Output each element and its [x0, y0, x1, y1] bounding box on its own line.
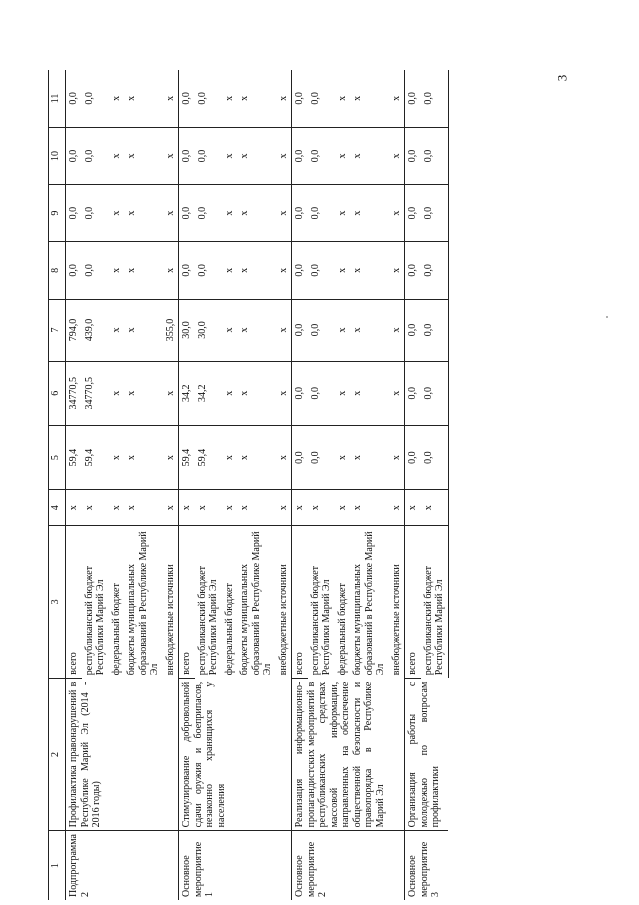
- value-cell-col-11: х: [335, 70, 351, 127]
- value-cell-col-10: х: [335, 127, 351, 184]
- value-cell-col-9: х: [109, 185, 125, 242]
- budget-table-sheet: [48, 70, 476, 900]
- value-cell-col-11: 0,0: [195, 70, 222, 127]
- program-code: Основное мероприятие 2: [292, 831, 405, 900]
- value-cell-col-4: х: [82, 490, 109, 526]
- value-cell-col-6: 34,2: [195, 361, 222, 425]
- value-cell-col-9: 0,0: [405, 185, 421, 242]
- value-cell-col-5: х: [276, 425, 292, 489]
- value-cell-col-10: 0,0: [421, 127, 449, 184]
- value-cell-col-8: х: [237, 242, 276, 299]
- value-cell-col-6: х: [163, 361, 179, 425]
- value-cell-col-10: х: [237, 127, 276, 184]
- program-code: Основное мероприятие 3: [405, 831, 449, 900]
- value-cell-col-9: 0,0: [308, 185, 335, 242]
- value-cell-col-7: 0,0: [308, 299, 335, 361]
- value-cell-col-5: х: [237, 425, 276, 489]
- value-cell-col-5: 59,4: [179, 425, 195, 489]
- table-body: [66, 70, 449, 900]
- value-cell-col-7: 439,0: [82, 299, 109, 361]
- value-cell-col-11: 0,0: [82, 70, 109, 127]
- value-cell-col-4: х: [405, 490, 421, 526]
- table-row: [66, 70, 82, 900]
- value-cell-col-10: 0,0: [195, 127, 222, 184]
- value-cell-col-9: х: [335, 185, 351, 242]
- value-cell-col-5: 0,0: [421, 425, 449, 489]
- budget-table: [48, 70, 449, 900]
- value-cell-col-7: 30,0: [179, 299, 195, 361]
- value-cell-col-10: х: [124, 127, 163, 184]
- value-cell-col-6: 0,0: [292, 361, 308, 425]
- value-cell-col-11: 0,0: [292, 70, 308, 127]
- program-name: Стимулирование добровольной сдачи оружия и боеприпасов, незаконно хранящихся у населения: [179, 678, 292, 831]
- funding-source: внебюджетные источники: [164, 564, 176, 676]
- value-cell-col-7: х: [389, 299, 405, 361]
- value-cell-col-6: 0,0: [308, 361, 335, 425]
- column-number-6: 6: [49, 361, 66, 425]
- value-cell-col-6: х: [335, 361, 351, 425]
- value-cell-col-11: х: [163, 70, 179, 127]
- value-cell-col-10: 0,0: [82, 127, 109, 184]
- value-cell-col-6: х: [276, 361, 292, 425]
- funding-source: бюджеты муниципальных образований в Республике Марий Эл: [126, 531, 160, 676]
- value-cell-col-11: 0,0: [308, 70, 335, 127]
- table-row: [405, 70, 421, 900]
- value-cell-col-11: 0,0: [179, 70, 195, 127]
- value-cell-col-7: х: [237, 299, 276, 361]
- value-cell-col-6: х: [389, 361, 405, 425]
- value-cell-col-4: х: [66, 490, 82, 526]
- value-cell-col-11: х: [350, 70, 389, 127]
- value-cell-col-6: 0,0: [421, 361, 449, 425]
- value-cell-col-5: 59,4: [66, 425, 82, 489]
- value-cell-col-8: х: [124, 242, 163, 299]
- value-cell-col-4: х: [237, 490, 276, 526]
- value-cell-col-11: 0,0: [405, 70, 421, 127]
- value-cell-col-5: 59,4: [195, 425, 222, 489]
- funding-source: федеральный бюджет: [336, 583, 348, 676]
- value-cell-col-11: х: [222, 70, 238, 127]
- value-cell-col-6: х: [222, 361, 238, 425]
- column-number-1: 1: [49, 831, 66, 900]
- value-cell-col-4: х: [308, 490, 335, 526]
- funding-source: бюджеты муниципальных образований в Республике Марий Эл: [352, 531, 386, 676]
- value-cell-col-11: х: [237, 70, 276, 127]
- value-cell-col-7: х: [335, 299, 351, 361]
- value-cell-col-10: 0,0: [179, 127, 195, 184]
- value-cell-col-6: 0,0: [405, 361, 421, 425]
- value-cell-col-7: х: [109, 299, 125, 361]
- column-number-5: 5: [49, 425, 66, 489]
- value-cell-col-5: 59,4: [82, 425, 109, 489]
- value-cell-col-7: 355,0: [163, 299, 179, 361]
- funding-source: федеральный бюджет: [110, 583, 122, 676]
- value-cell-col-9: 0,0: [195, 185, 222, 242]
- value-cell-col-4: х: [421, 490, 449, 526]
- column-number-3: 3: [49, 526, 66, 679]
- column-number-10: 10: [49, 127, 66, 184]
- funding-source: всего: [179, 526, 195, 679]
- value-cell-col-8: 0,0: [308, 242, 335, 299]
- column-number-8: 8: [49, 242, 66, 299]
- funding-source: всего: [405, 526, 421, 679]
- program-name: Реализация информационно-пропагандистских мероприятий в республиканских средствах массовой информации, направленных на обеспечение общественной безопасности и правопорядка в Республике Марий Эл: [292, 678, 405, 831]
- value-cell-col-8: х: [389, 242, 405, 299]
- value-cell-col-7: х: [124, 299, 163, 361]
- value-cell-col-9: х: [163, 185, 179, 242]
- value-cell-col-7: 794,0: [66, 299, 82, 361]
- value-cell-col-9: х: [222, 185, 238, 242]
- funding-source: бюджеты муниципальных образований в Республике Марий Эл: [239, 531, 273, 676]
- value-cell-col-5: х: [335, 425, 351, 489]
- program-code: Основное мероприятие 1: [179, 831, 292, 900]
- value-cell-col-5: 0,0: [308, 425, 335, 489]
- value-cell-col-9: х: [237, 185, 276, 242]
- value-cell-col-11: х: [109, 70, 125, 127]
- value-cell-col-11: 0,0: [66, 70, 82, 127]
- table-row: [179, 70, 195, 900]
- value-cell-col-5: 0,0: [292, 425, 308, 489]
- page-number: 3: [553, 74, 569, 82]
- value-cell-col-5: х: [163, 425, 179, 489]
- program-name: Профилактика правонарушений в Республике Марий Эл (2014 - 2016 годы): [66, 678, 179, 831]
- funding-source: внебюджетные источники: [390, 564, 402, 676]
- value-cell-col-10: 0,0: [308, 127, 335, 184]
- value-cell-col-4: х: [109, 490, 125, 526]
- value-cell-col-8: 0,0: [179, 242, 195, 299]
- value-cell-col-8: х: [109, 242, 125, 299]
- value-cell-col-5: х: [109, 425, 125, 489]
- value-cell-col-8: 0,0: [292, 242, 308, 299]
- value-cell-col-8: 0,0: [195, 242, 222, 299]
- value-cell-col-6: х: [124, 361, 163, 425]
- value-cell-col-10: х: [389, 127, 405, 184]
- value-cell-col-8: х: [335, 242, 351, 299]
- value-cell-col-9: 0,0: [179, 185, 195, 242]
- funding-source: всего: [292, 526, 308, 679]
- column-number-9: 9: [49, 185, 66, 242]
- value-cell-col-5: 0,0: [405, 425, 421, 489]
- value-cell-col-8: 0,0: [82, 242, 109, 299]
- value-cell-col-7: 0,0: [405, 299, 421, 361]
- value-cell-col-5: х: [124, 425, 163, 489]
- funding-source: республиканский бюджет Республики Марий Эл: [309, 565, 332, 676]
- value-cell-col-4: х: [163, 490, 179, 526]
- value-cell-col-11: х: [124, 70, 163, 127]
- program-code: Подпрограмма 2: [66, 831, 179, 900]
- value-cell-col-9: х: [389, 185, 405, 242]
- value-cell-col-10: х: [350, 127, 389, 184]
- column-number-row: [49, 70, 66, 900]
- value-cell-col-5: х: [350, 425, 389, 489]
- funding-source: республиканский бюджет Республики Марий Эл: [421, 526, 449, 679]
- value-cell-col-4: х: [179, 490, 195, 526]
- table-row: [292, 70, 308, 900]
- value-cell-col-8: х: [350, 242, 389, 299]
- value-cell-col-9: х: [124, 185, 163, 242]
- value-cell-col-10: 0,0: [66, 127, 82, 184]
- value-cell-col-7: х: [350, 299, 389, 361]
- value-cell-col-7: х: [222, 299, 238, 361]
- value-cell-col-4: х: [389, 490, 405, 526]
- value-cell-col-9: х: [350, 185, 389, 242]
- value-cell-col-10: х: [163, 127, 179, 184]
- column-number-2: 2: [49, 678, 66, 831]
- value-cell-col-10: х: [109, 127, 125, 184]
- value-cell-col-4: х: [276, 490, 292, 526]
- value-cell-col-4: х: [335, 490, 351, 526]
- value-cell-col-6: 34770,5: [66, 361, 82, 425]
- value-cell-col-8: 0,0: [421, 242, 449, 299]
- value-cell-col-11: 0,0: [421, 70, 449, 127]
- scan-speck: [606, 316, 608, 318]
- value-cell-col-4: х: [350, 490, 389, 526]
- value-cell-col-8: х: [163, 242, 179, 299]
- funding-source: федеральный бюджет: [223, 583, 235, 676]
- value-cell-col-10: 0,0: [405, 127, 421, 184]
- value-cell-col-8: 0,0: [405, 242, 421, 299]
- value-cell-col-9: х: [276, 185, 292, 242]
- value-cell-col-7: 0,0: [421, 299, 449, 361]
- value-cell-col-4: х: [222, 490, 238, 526]
- funding-source: республиканский бюджет Республики Марий Эл: [196, 565, 219, 676]
- value-cell-col-7: х: [276, 299, 292, 361]
- column-number-4: 4: [49, 490, 66, 526]
- value-cell-col-10: х: [222, 127, 238, 184]
- value-cell-col-9: 0,0: [82, 185, 109, 242]
- value-cell-col-6: х: [109, 361, 125, 425]
- value-cell-col-6: х: [350, 361, 389, 425]
- value-cell-col-11: х: [276, 70, 292, 127]
- value-cell-col-10: х: [276, 127, 292, 184]
- value-cell-col-5: х: [222, 425, 238, 489]
- value-cell-col-11: х: [389, 70, 405, 127]
- value-cell-col-4: х: [195, 490, 222, 526]
- value-cell-col-4: х: [292, 490, 308, 526]
- column-number-11: 11: [49, 70, 66, 127]
- value-cell-col-6: 34770,5: [82, 361, 109, 425]
- column-number-7: 7: [49, 299, 66, 361]
- value-cell-col-7: 30,0: [195, 299, 222, 361]
- funding-source: внебюджетные источники: [277, 564, 289, 676]
- value-cell-col-5: х: [389, 425, 405, 489]
- value-cell-col-9: 0,0: [421, 185, 449, 242]
- value-cell-col-7: 0,0: [292, 299, 308, 361]
- value-cell-col-4: х: [124, 490, 163, 526]
- funding-source: республиканский бюджет Республики Марий Эл: [83, 565, 106, 676]
- value-cell-col-6: 34,2: [179, 361, 195, 425]
- value-cell-col-8: х: [222, 242, 238, 299]
- value-cell-col-6: х: [237, 361, 276, 425]
- value-cell-col-8: 0,0: [66, 242, 82, 299]
- value-cell-col-9: 0,0: [292, 185, 308, 242]
- program-name: Организация работы с молодежью по вопросам профилактики: [405, 678, 449, 831]
- value-cell-col-10: 0,0: [292, 127, 308, 184]
- value-cell-col-9: 0,0: [66, 185, 82, 242]
- funding-source: всего: [66, 526, 82, 679]
- value-cell-col-8: х: [276, 242, 292, 299]
